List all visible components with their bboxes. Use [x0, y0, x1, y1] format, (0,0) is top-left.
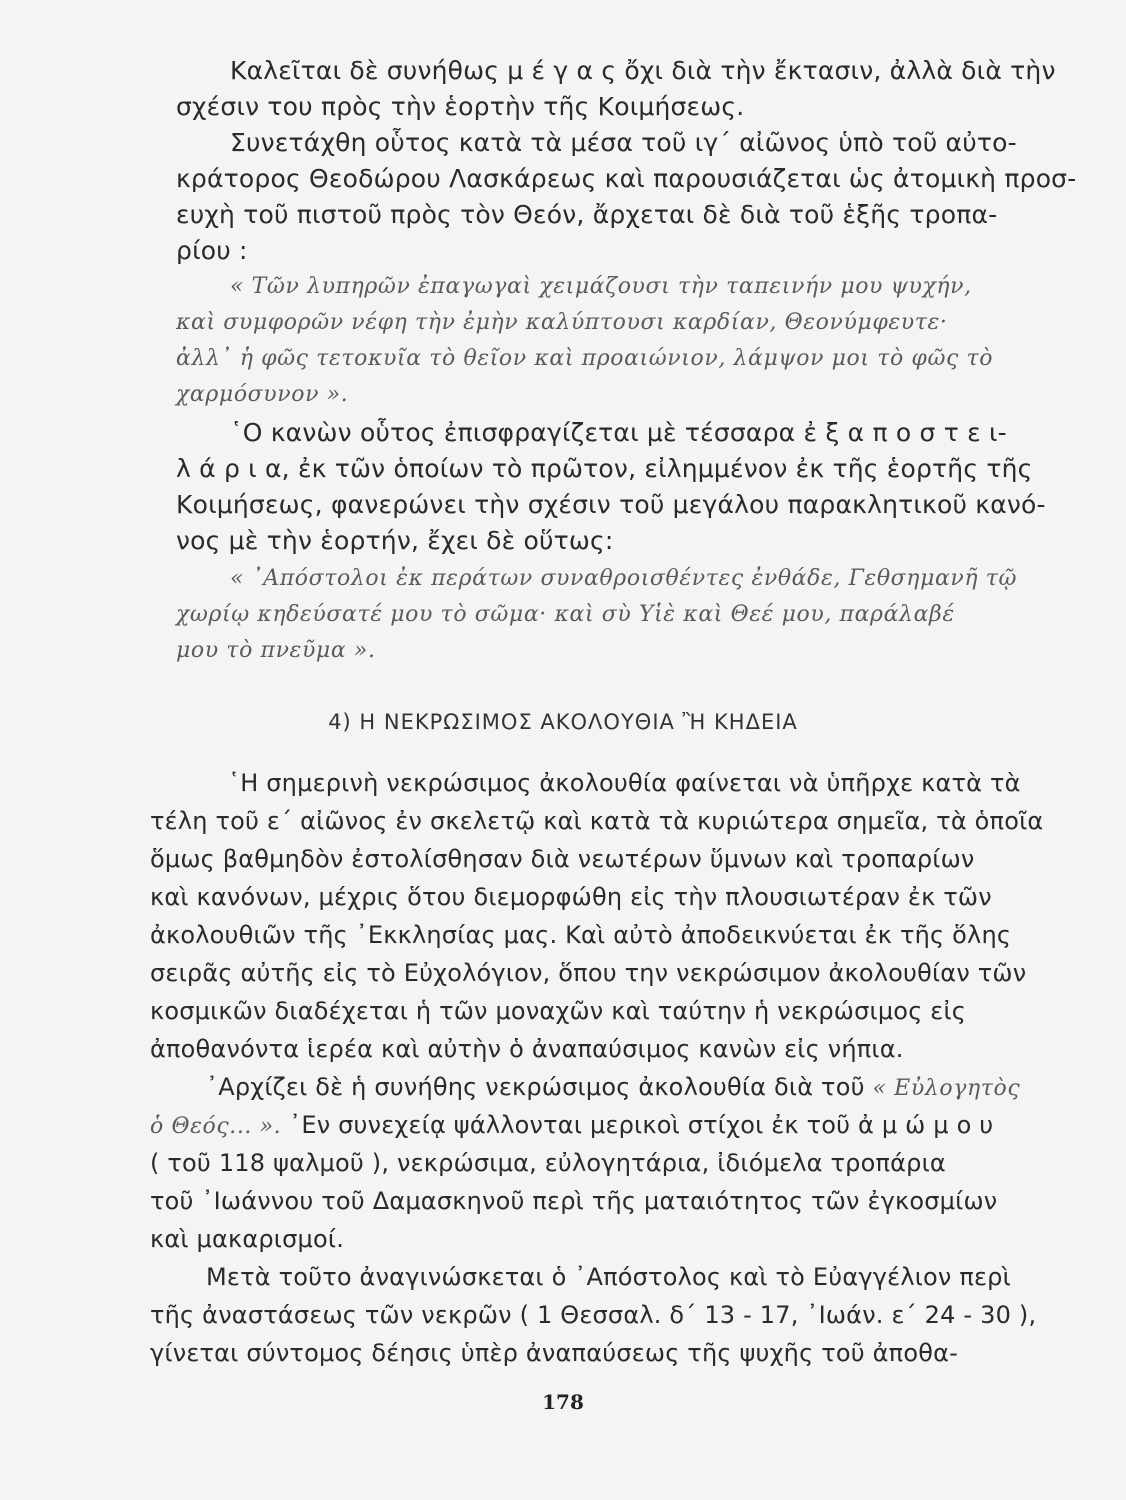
page-number: 178	[542, 1390, 584, 1414]
text-line: σειρᾶς αὐτῆς εἰς τὸ Εὐχολόγιον, ὅπου την νεκρώσιμον ἀκολουθίαν τῶν	[150, 959, 1027, 987]
text-span: ᾽Αρχίζει δὲ ἡ συνήθης νεκρώσιμος ἀκολουθία διὰ τοῦ	[206, 1073, 865, 1101]
text-line: Μετὰ τοῦτο ἀναγινώσκεται ὁ ᾽Απόστολος καὶ τὸ Εὐαγγέλιον περὶ	[206, 1263, 1011, 1291]
text-line: νος μὲ τὴν ἑορτήν, ἔχει δὲ οὕτως:	[176, 526, 614, 555]
text-line: καὶ κανόνων, μέχρις ὅτου διεμορφώθη εἰς τὴν πλουσιωτέραν ἐκ τῶν	[150, 883, 992, 911]
text-line: γίνεται σύντομος δέησις ὑπὲρ ἀναπαύσεως τῆς ψυχῆς τοῦ ἀποθα-	[150, 1339, 958, 1367]
text-line: σχέσιν του πρὸς τὴν ἑορτὴν τῆς Κοιμήσεως.	[176, 92, 745, 121]
text-line: λ ά ρ ι α, ἐκ τῶν ὁποίων τὸ πρῶτον, εἰλημμένον ἐκ τῆς ἑορτῆς τῆς	[176, 454, 1033, 483]
quote-line: χωρίῳ κηδεύσατέ μου τὸ σῶμα· καὶ σὺ Υἱὲ καὶ Θεέ μου, παράλαβέ	[176, 602, 955, 627]
text-line: Κοιμήσεως, φανερώνει τὴν σχέσιν τοῦ μεγάλου παρακλητικοῦ κανό-	[176, 490, 1046, 519]
quote-line: καὶ συμφορῶν νέφη τὴν ἐμὴν καλύπτουσι καρδίαν, Θεονύμφευτε·	[176, 310, 948, 335]
text-line: Συνετάχθη οὗτος κατὰ τὰ μέσα τοῦ ιγ΄ αἰῶνος ὑπὸ τοῦ αὐτο-	[230, 128, 1017, 157]
text-line: Καλεῖται δὲ συνήθως μ έ γ α ς ὄχι διὰ τὴν ἔκτασιν, ἀλλὰ διὰ τὴν	[230, 56, 1056, 85]
text-line: κράτορος Θεοδώρου Λασκάρεως καὶ παρουσιάζεται ὡς ἀτομικὴ προσ-	[176, 164, 1077, 193]
text-line: τοῦ ᾽Ιωάννου τοῦ Δαμασκηνοῦ περὶ τῆς ματαιότητος τῶν ἐγκοσμίων	[150, 1187, 998, 1215]
text-line: ὅμως βαθμηδὸν ἐστολίσθησαν διὰ νεωτέρων ὕμνων καὶ τροπαρίων	[150, 845, 975, 873]
text-line: ῾Ο κανὼν οὗτος ἐπισφραγίζεται μὲ τέσσαρα ἐ ξ α π ο σ τ ε ι-	[230, 418, 1007, 447]
quote-line: ἀλλ᾽ ἡ φῶς τετοκυῖα τὸ θεῖον καὶ προαιώνιον, λάμψον μοι τὸ φῶς τὸ	[176, 346, 994, 371]
text-line: ρίου :	[176, 236, 248, 265]
text-line	[150, 1110, 993, 1142]
text-line: ἀποθανόντα ἱερέα καὶ αὐτὴν ὁ ἀναπαύσιμος κανὼν εἰς νήπια.	[150, 1035, 904, 1063]
quote-line: χαρμόσυνον ».	[176, 382, 349, 407]
text-line: καὶ μακαρισμοί.	[150, 1225, 345, 1253]
text-line: ( τοῦ 118 ψαλμοῦ ), νεκρώσιμα, εὐλογητάρια, ἰδιόμελα τροπάρια	[150, 1149, 946, 1177]
section-heading: 4) Η ΝΕΚΡΩΣΙΜΟΣ ΑΚΟΛΟΥΘΙΑ Ἢ ΚΗΔΕΙΑ	[328, 710, 798, 734]
text-line: κοσμικῶν διαδέχεται ἡ τῶν μοναχῶν καὶ ταύτην ἡ νεκρώσιμος εἰς	[150, 997, 967, 1025]
text-line: τέλη τοῦ ε΄ αἰῶνος ἐν σκελετῷ καὶ κατὰ τὰ κυριώτερα σημεῖα, τὰ ὁποῖα	[150, 807, 1044, 835]
text-line: ἀκολουθιῶν τῆς ᾽Εκκλησίας μας. Καὶ αὐτὸ ἀποδεικνύεται ἐκ τῆς ὅλης	[150, 921, 1012, 949]
text-line: ευχὴ τοῦ πιστοῦ πρὸς τὸν Θεόν, ἄρχεται δὲ διὰ τοῦ ἑξῆς τροπα-	[176, 200, 998, 229]
italic-quote: « Εὐλογητὸς	[872, 1076, 1021, 1101]
quote-line: μου τὸ πνεῦμα ».	[176, 638, 376, 663]
quote-line: « ᾽Απόστολοι ἐκ περάτων συναθροισθέντες ἐνθάδε, Γεθσημανῆ τῷ	[230, 566, 1018, 591]
text-span: ᾽Εν συνεχείᾳ ψάλλονται μερικοὶ στίχοι ἐκ τοῦ ἀ μ ώ μ ο υ	[289, 1111, 994, 1139]
text-line	[206, 1072, 1020, 1104]
text-line: ῾Η σημερινὴ νεκρώσιμος ἀκολουθία φαίνεται νὰ ὑπῆρχε κατὰ τὰ	[228, 769, 1021, 797]
quote-line: « Τῶν λυπηρῶν ἐπαγωγαὶ χειμάζουσι τὴν ταπεινήν μου ψυχήν,	[230, 274, 972, 299]
italic-quote: ὁ Θεός... ».	[150, 1114, 282, 1139]
text-line: τῆς ἀναστάσεως τῶν νεκρῶν ( 1 Θεσσαλ. δ΄ 13 - 17, ᾽Ιωάν. ε΄ 24 - 30 ),	[150, 1301, 1037, 1329]
